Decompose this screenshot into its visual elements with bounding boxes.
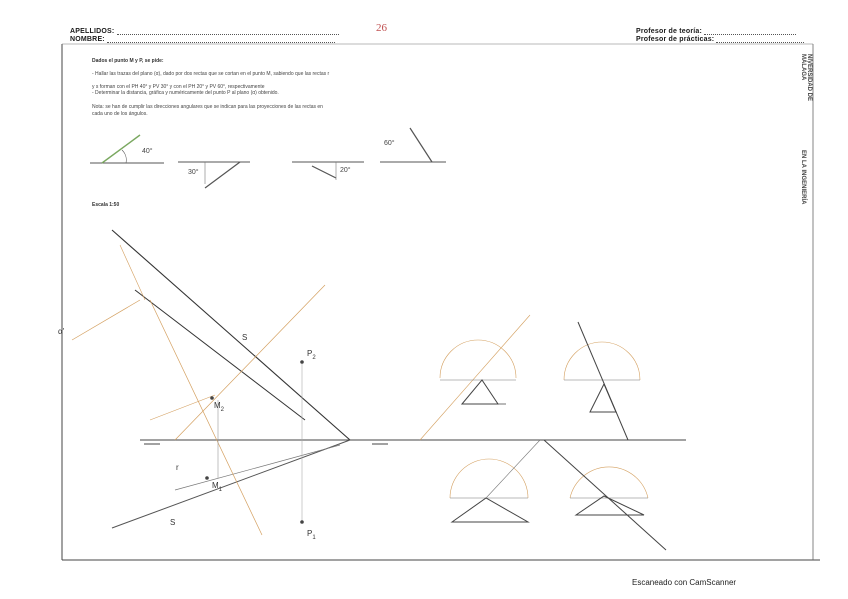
apellidos-label: APELLIDOS: (70, 28, 115, 35)
apellidos-field (70, 28, 339, 35)
point-m1-label: $M_1$ (212, 481, 223, 493)
statement-line-4: - Determinar la distancia, gráfica y numéricamente del punto P al plano (α) obtenido. (92, 90, 279, 96)
statement-note-1: Nota: se han de cumplir las direcciones angulares que se indican para las proyecciones de las rectas en (92, 104, 323, 110)
profesor-practicas-label: Profesor de prácticas: (636, 36, 715, 43)
nombre-field (70, 36, 335, 43)
subject-sidebar-text: EN LA INGENIERÍA (800, 150, 806, 205)
statement-line-3: y s forman con el PH 40° y PV 30° y con el PH 20° y PV 60°, respectivamente (92, 84, 265, 90)
auxiliary-construction-upper (440, 322, 640, 440)
point-m2-label: $M_2$ (214, 401, 225, 413)
university-sidebar-text: NIVERSIDAD DE MÁLAGA (800, 54, 812, 102)
scale-label: Escala 1:50 (92, 202, 120, 208)
line-r-lower-label: r (176, 463, 179, 472)
point-p1-label: $P_1$ (307, 529, 316, 541)
nombre-blank (107, 42, 335, 43)
line-s-upper-label: S (242, 333, 248, 342)
profesor-teoria-blank (704, 34, 796, 35)
profesor-practicas-field (636, 36, 804, 43)
profesor-teoria-field (636, 28, 796, 35)
angle-label-30: 30° (188, 169, 199, 176)
page-number: 26 (376, 22, 387, 34)
statement-note-2: cada uno de los ángulos. (92, 111, 148, 117)
auxiliary-construction-lower (450, 440, 666, 550)
profesor-practicas-blank (716, 42, 804, 43)
alpha-trace-label: α' (58, 327, 65, 336)
statement-line-2: - Hallar las trazas del plano (α), dado por dos rectas que se cortan en el punto M, sabiendo que las rectas r (92, 71, 330, 77)
angle-label-40: 40° (142, 148, 153, 155)
statement-line-1: Dados el punto M y P, se pide: (92, 58, 164, 64)
profesor-teoria-label: Profesor de teoría: (636, 28, 703, 35)
angle-diagram-3 (292, 162, 364, 180)
angle-label-60: 60° (384, 140, 395, 147)
point-p2-label: $P_2$ (307, 349, 316, 361)
scanner-watermark: Escaneado con CamScanner (632, 578, 737, 587)
nombre-label: NOMBRE: (70, 36, 105, 43)
angle-label-20: 20° (340, 167, 351, 174)
line-s-lower-label: S (170, 518, 176, 527)
apellidos-blank (117, 34, 339, 35)
